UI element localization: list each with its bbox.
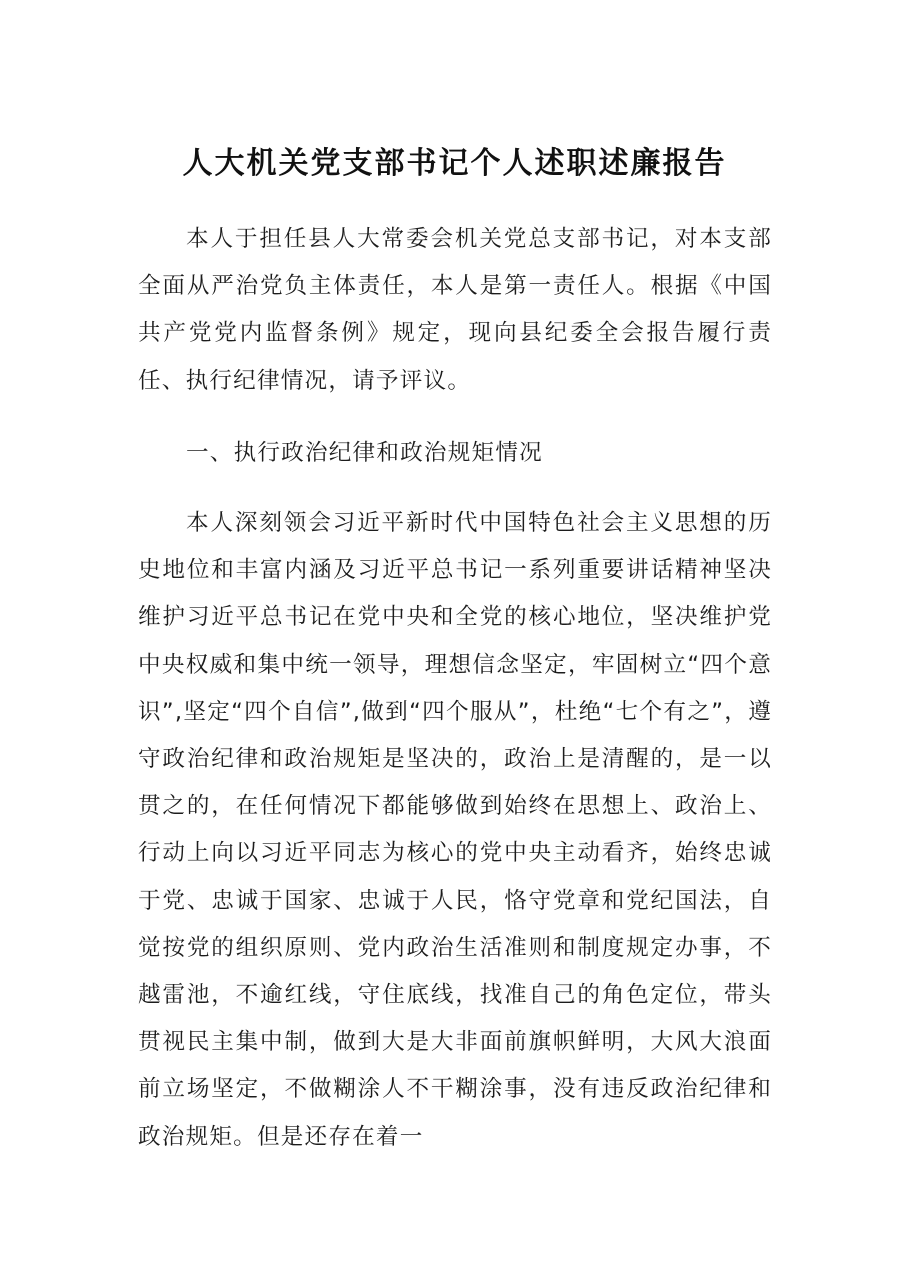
section-heading-1: 一、执行政治纪律和政治规矩情况 (186, 440, 543, 466)
paragraph-political-discipline: 本人深刻领会习近平新时代中国特色社会主义思想的历史地位和丰富内涵及习近平总书记一系列重要讲话精神坚决维护习近平总书记在党中央和全党的核心地位，坚决维护党中央权威和集中统一领导，理想信念坚定，牢固树立“四个意识”,坚定“四个自信”,做到“四个服从”，杜绝“七个有之”，遵守政治纪律和政治规矩是坚决的，政治上是清醒的，是一以贯之的，在任何情况下都能够做到始终在思想上、政治上、行动上向以习近平同志为核心的党中央主动看齐，始终忠诚于党、忠诚于国家、忠诚于人民，恪守党章和党纪国法，自觉按党的组织原则、党内政治生活准则和制度规定办事，不越雷池，不逾红线，守住底线，找准自己的角色定位，带头贯视民主集中制，做到大是大非面前旗帜鲜明，大风大浪面前立场坚定，不做糊涂人不干糊涂事，没有违反政治纪律和政治规矩。但是还存在着一 (138, 510, 772, 1150)
document-title: 人大机关党支部书记个人述职述廉报告 (182, 146, 727, 181)
paragraph-intro: 本人于担任县人大常委会机关党总支部书记，对本支部全面从严治党负主体责任，本人是第一责任人。根据《中国共产党党内监督条例》规定，现向县纪委全会报告履行责任、执行纪律情况，请予评议。 (138, 226, 772, 394)
